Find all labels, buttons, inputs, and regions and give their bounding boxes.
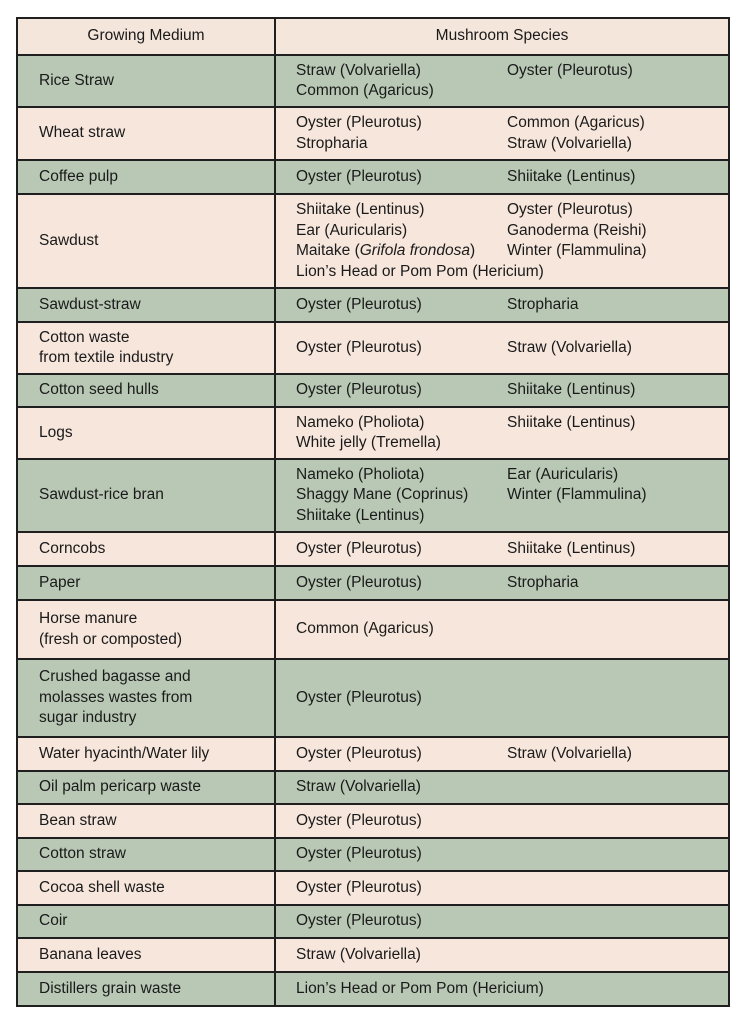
species-list — [296, 777, 722, 798]
species-item: Oyster (Pleurotus) — [296, 845, 422, 863]
mushroom-table-container — [16, 17, 728, 1007]
species-list — [296, 844, 722, 865]
species-list — [296, 200, 722, 282]
species-item: Straw (Volvariella) — [507, 744, 632, 762]
species-list — [296, 878, 722, 899]
growing-medium-text: Rice Straw — [39, 71, 114, 89]
table-row — [17, 804, 729, 838]
mushroom-species-cell — [275, 374, 729, 407]
growing-medium-cell — [17, 532, 275, 566]
table-row — [17, 905, 729, 938]
species-item: Stropharia — [507, 573, 579, 591]
growing-medium-cell — [17, 407, 275, 459]
growing-medium-cell — [17, 107, 275, 160]
mushroom-species-cell — [275, 600, 729, 659]
growing-medium-cell — [17, 55, 275, 107]
mushroom-species-cell — [275, 407, 729, 459]
growing-medium-text: Crushed bagasse and — [39, 668, 191, 686]
mushroom-species-cell — [275, 55, 729, 107]
growing-medium-text: Distillers grain waste — [39, 979, 182, 997]
table-row — [17, 322, 729, 374]
growing-medium-text: Sawdust-rice bran — [39, 486, 164, 504]
table-row — [17, 838, 729, 871]
species-item: Shiitake (Lentinus) — [507, 539, 636, 557]
species-list — [296, 573, 722, 594]
species-list — [296, 61, 722, 102]
species-item: Oyster (Pleurotus) — [296, 573, 422, 591]
growing-medium-text: Cotton seed hulls — [39, 381, 159, 399]
species-item: Common (Agaricus) — [507, 114, 645, 131]
table-header-row — [17, 18, 729, 55]
table-row — [17, 871, 729, 905]
mushroom-species-cell — [275, 659, 729, 737]
mushroom-species-cell — [275, 838, 729, 871]
species-item: Oyster (Pleurotus) — [296, 744, 422, 762]
species-list — [296, 380, 722, 401]
growing-medium-text: Oil palm pericarp waste — [39, 778, 201, 796]
growing-medium-text: Sawdust — [39, 231, 99, 249]
species-item: Lion’s Head or Pom Pom (Hericium) — [296, 979, 544, 997]
species-list — [296, 465, 722, 527]
species-item: Ear (Auricularis) — [507, 465, 619, 483]
growing-medium-cell — [17, 459, 275, 532]
species-list — [296, 744, 722, 765]
growing-medium-text: Coffee pulp — [39, 167, 118, 185]
species-item: Oyster (Pleurotus) — [507, 201, 633, 218]
species-item: Oyster (Pleurotus) — [296, 295, 422, 313]
mushroom-species-cell — [275, 288, 729, 322]
species-list — [296, 338, 722, 359]
species-list — [296, 688, 722, 709]
growing-medium-cell — [17, 566, 275, 600]
species-item: Oyster (Pleurotus) — [296, 878, 422, 896]
mushroom-species-cell — [275, 905, 729, 938]
species-item: Oyster (Pleurotus) — [296, 912, 422, 930]
species-item: Stropharia — [296, 134, 368, 152]
species-item: Shiitake (Lentinus) — [296, 506, 425, 524]
growing-medium-text: Cotton straw — [39, 845, 127, 863]
species-item: Shiitake (Lentinus) — [507, 167, 636, 185]
species-item: Shiitake (Lentinus) — [296, 201, 425, 218]
growing-medium-text: molasses wastes from — [39, 688, 193, 706]
table-row — [17, 771, 729, 804]
table-row — [17, 600, 729, 659]
species-item: Straw (Volvariella) — [296, 945, 421, 963]
growing-medium-cell — [17, 659, 275, 737]
table-row — [17, 107, 729, 160]
species-item: Shaggy Mane (Coprinus) — [296, 486, 469, 504]
table-row — [17, 55, 729, 107]
mushroom-species-cell — [275, 566, 729, 600]
table-row — [17, 288, 729, 322]
species-item: Oyster (Pleurotus) — [296, 114, 422, 131]
species-item: Oyster (Pleurotus) — [296, 539, 422, 557]
mushroom-species-cell — [275, 322, 729, 374]
species-item: Common (Agaricus) — [296, 620, 434, 638]
growing-medium-text: Wheat straw — [39, 124, 126, 142]
growing-medium-text: Banana leaves — [39, 945, 142, 963]
mushroom-species-cell — [275, 771, 729, 804]
mushroom-species-cell — [275, 871, 729, 905]
table-row — [17, 659, 729, 737]
growing-medium-text: (fresh or composted) — [39, 630, 182, 648]
growing-medium-text: Horse manure — [39, 610, 138, 627]
species-item: Oyster (Pleurotus) — [296, 167, 422, 185]
species-item: White jelly (Tremella) — [296, 434, 441, 451]
species-item: Straw (Volvariella) — [296, 778, 421, 796]
species-item: Common (Agaricus) — [296, 82, 434, 99]
mushroom-species-cell — [275, 972, 729, 1006]
growing-medium-text: Water hyacinth/Water lily — [39, 744, 210, 762]
growing-medium-cell — [17, 600, 275, 659]
species-item: Nameko (Pholiota) — [296, 465, 425, 483]
growing-medium-text: Bean straw — [39, 811, 117, 829]
species-item: Winter (Flammulina) — [507, 486, 647, 504]
growing-medium-cell — [17, 972, 275, 1006]
species-list — [296, 113, 722, 154]
species-list — [296, 167, 722, 188]
header-growing-medium: Growing Medium — [17, 18, 275, 55]
growing-medium-cell — [17, 737, 275, 771]
species-item: Shiitake (Lentinus) — [507, 381, 636, 399]
mushroom-species-cell — [275, 737, 729, 771]
species-list — [296, 619, 722, 640]
species-list — [296, 911, 722, 932]
growing-medium-text: Paper — [39, 573, 81, 591]
table-body — [17, 55, 729, 1006]
growing-medium-cell — [17, 771, 275, 804]
growing-medium-cell — [17, 938, 275, 972]
mushroom-species-cell — [275, 804, 729, 838]
species-item: Oyster (Pleurotus) — [296, 338, 422, 356]
growing-medium-cell — [17, 871, 275, 905]
growing-medium-text: Cocoa shell waste — [39, 878, 165, 896]
growing-medium-text: Sawdust-straw — [39, 295, 141, 313]
growing-medium-text: Coir — [39, 912, 68, 930]
table-row — [17, 160, 729, 194]
growing-medium-cell — [17, 288, 275, 322]
mushroom-species-cell — [275, 194, 729, 288]
growing-medium-cell — [17, 374, 275, 407]
species-item: Straw (Volvariella) — [296, 61, 421, 79]
growing-medium-cell — [17, 322, 275, 374]
mushroom-species-cell — [275, 532, 729, 566]
species-list — [296, 979, 722, 1000]
mushroom-species-cell — [275, 938, 729, 972]
growing-medium-text: Logs — [39, 423, 73, 441]
species-item: Stropharia — [507, 295, 579, 313]
table-row — [17, 532, 729, 566]
growing-medium-cell — [17, 838, 275, 871]
table-row — [17, 194, 729, 288]
table-row — [17, 972, 729, 1006]
species-item: Oyster (Pleurotus) — [507, 61, 633, 79]
species-item: Shiitake (Lentinus) — [507, 413, 636, 431]
growing-medium-cell — [17, 194, 275, 288]
mushroom-growing-media-table — [16, 17, 730, 1007]
table-row — [17, 938, 729, 972]
table-row — [17, 407, 729, 459]
growing-medium-cell — [17, 160, 275, 194]
species-item: Straw (Volvariella) — [507, 338, 632, 356]
species-item: Ear (Auricularis) — [296, 221, 408, 239]
species-item: Lion’s Head or Pom Pom (Hericium) — [296, 262, 544, 280]
mushroom-species-cell — [275, 160, 729, 194]
mushroom-species-cell — [275, 107, 729, 160]
species-list — [296, 539, 722, 560]
species-item: Winter (Flammulina) — [507, 242, 647, 259]
species-item: Maitake (Grifola frondosa) — [296, 242, 476, 259]
species-list — [296, 945, 722, 966]
species-item: Nameko (Pholiota) — [296, 413, 425, 431]
growing-medium-text: sugar industry — [39, 709, 137, 727]
growing-medium-text: Corncobs — [39, 539, 106, 557]
species-item: Straw (Volvariella) — [507, 134, 632, 152]
growing-medium-text: from textile industry — [39, 349, 174, 366]
growing-medium-cell — [17, 804, 275, 838]
table-row — [17, 459, 729, 532]
growing-medium-cell — [17, 905, 275, 938]
species-item: Ganoderma (Reishi) — [507, 221, 647, 239]
species-item: Oyster (Pleurotus) — [296, 688, 422, 706]
species-list — [296, 413, 722, 454]
table-row — [17, 566, 729, 600]
header-mushroom-species: Mushroom Species — [275, 18, 729, 55]
species-list — [296, 811, 722, 832]
table-row — [17, 737, 729, 771]
species-item: Oyster (Pleurotus) — [296, 811, 422, 829]
growing-medium-text: Cotton waste — [39, 328, 130, 346]
species-list — [296, 295, 722, 316]
species-item: Oyster (Pleurotus) — [296, 381, 422, 399]
mushroom-species-cell — [275, 459, 729, 532]
table-row — [17, 374, 729, 407]
